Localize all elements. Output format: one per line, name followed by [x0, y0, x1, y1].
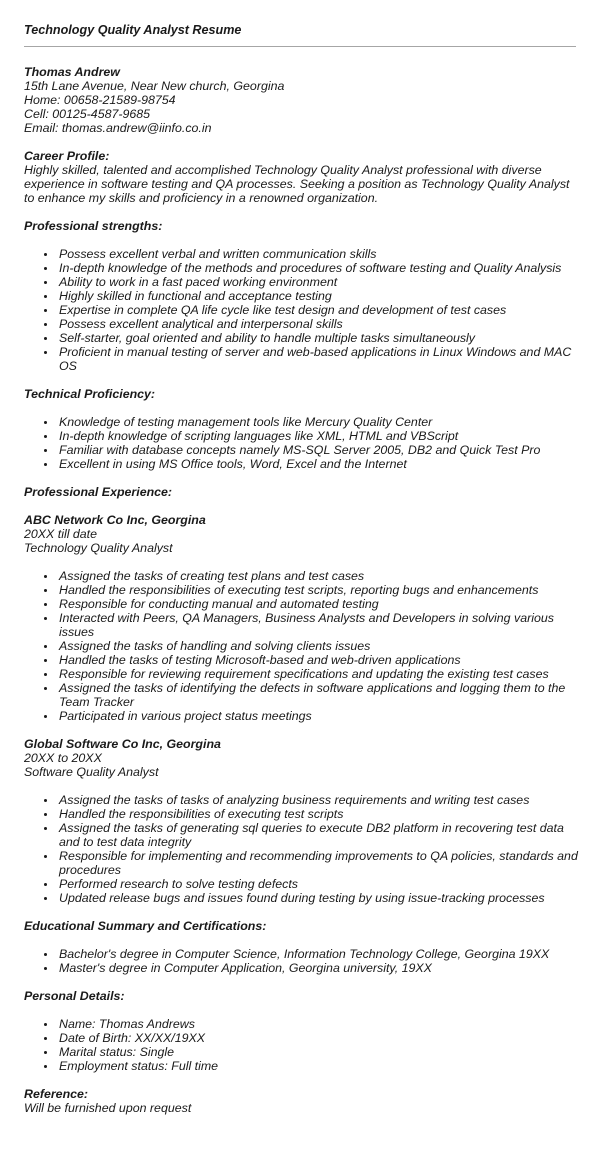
list-item: Expertise in complete QA life cycle like test design and development of test cases — [24, 303, 582, 317]
list-item: Assigned the tasks of identifying the defects in software applications and logging them to the Team Tracker — [24, 681, 582, 709]
job-role: Technology Quality Analyst — [24, 541, 173, 555]
contact-block — [24, 65, 582, 135]
list-item: Assigned the tasks of handling and solving clients issues — [24, 639, 582, 653]
job-duties-list — [24, 793, 582, 905]
list-item: Ability to work in a fast paced working environment — [24, 275, 582, 289]
list-item: Employment status: Full time — [24, 1059, 582, 1073]
list-item: Assigned the tasks of tasks of analyzing business requirements and writing test cases — [24, 793, 582, 807]
education-heading: Educational Summary and Certifications: — [24, 919, 267, 933]
career-profile-heading: Career Profile: — [24, 149, 110, 163]
strengths-heading: Professional strengths: — [24, 219, 163, 233]
list-item: Handled the tasks of testing Microsoft-based and web-driven applications — [24, 653, 582, 667]
technical-list — [24, 415, 582, 471]
list-item: Responsible for conducting manual and automated testing — [24, 597, 582, 611]
job-company: ABC Network Co Inc, Georgina — [24, 513, 206, 527]
job-dates: 20XX to 20XX — [24, 751, 102, 765]
list-item: Self-starter, goal oriented and ability to handle multiple tasks simultaneously — [24, 331, 582, 345]
job-dates: 20XX till date — [24, 527, 98, 541]
experience-heading: Professional Experience: — [24, 485, 173, 499]
personal-list — [24, 1017, 582, 1073]
title-divider — [24, 46, 576, 47]
list-item: Interacted with Peers, QA Managers, Business Analysts and Developers in solving various issues — [24, 611, 582, 639]
list-item: Familiar with database concepts namely MS-SQL Server 2005, DB2 and Quick Test Pro — [24, 443, 582, 457]
career-profile-text: Highly skilled, talented and accomplished Technology Quality Analyst professional with diverse experience in software testing and QA processes. Seeking a position as Technology Quality Analyst to enhance my skills and proficiency in a renowned organization. — [24, 163, 570, 205]
list-item: Performed research to solve testing defects — [24, 877, 582, 891]
list-item: Possess excellent verbal and written communication skills — [24, 247, 582, 261]
list-item: Master's degree in Computer Application, Georgina university, 19XX — [24, 961, 582, 975]
list-item: Possess excellent analytical and interpersonal skills — [24, 317, 582, 331]
list-item: Updated release bugs and issues found during testing by using issue-tracking processes — [24, 891, 582, 905]
contact-address: 15th Lane Avenue, Near New church, Georgina — [24, 79, 285, 93]
list-item: Bachelor's degree in Computer Science, Information Technology College, Georgina 19XX — [24, 947, 582, 961]
education-list — [24, 947, 582, 975]
technical-heading: Technical Proficiency: — [24, 387, 156, 401]
list-item: Handled the responsibilities of executing test scripts, reporting bugs and enhancements — [24, 583, 582, 597]
job-entry-global — [24, 737, 582, 905]
list-item: Marital status: Single — [24, 1045, 582, 1059]
contact-email: Email: thomas.andrew@iinfo.co.in — [24, 121, 212, 135]
contact-home-phone: Home: 00658-21589-98754 — [24, 93, 176, 107]
list-item: Excellent in using MS Office tools, Word, Excel and the Internet — [24, 457, 582, 471]
list-item: Assigned the tasks of creating test plans and test cases — [24, 569, 582, 583]
list-item: Responsible for reviewing requirement specifications and updating the existing test cases — [24, 667, 582, 681]
job-duties-list — [24, 569, 582, 723]
list-item: Knowledge of testing management tools like Mercury Quality Center — [24, 415, 582, 429]
job-entry-abc — [24, 513, 582, 723]
list-item: Date of Birth: XX/XX/19XX — [24, 1031, 582, 1045]
job-company: Global Software Co Inc, Georgina — [24, 737, 221, 751]
list-item: Participated in various project status meetings — [24, 709, 582, 723]
reference-text: Will be furnished upon request — [24, 1101, 192, 1115]
contact-cell-phone: Cell: 00125-4587-9685 — [24, 107, 151, 121]
list-item: Assigned the tasks of generating sql queries to execute DB2 platform in recovering test data and to test data integrity — [24, 821, 582, 849]
list-item: In-depth knowledge of scripting languages like XML, HTML and VBScript — [24, 429, 582, 443]
reference-heading: Reference: — [24, 1087, 89, 1101]
personal-heading: Personal Details: — [24, 989, 125, 1003]
list-item: Proficient in manual testing of server and web-based applications in Linux Windows and MAC OS — [24, 345, 582, 373]
list-item: Name: Thomas Andrews — [24, 1017, 582, 1031]
document-title: Technology Quality Analyst Resume — [24, 23, 242, 37]
list-item: In-depth knowledge of the methods and procedures of software testing and Quality Analysis — [24, 261, 582, 275]
job-role: Software Quality Analyst — [24, 765, 159, 779]
list-item: Responsible for implementing and recommending improvements to QA policies, standards and procedures — [24, 849, 582, 877]
list-item: Highly skilled in functional and acceptance testing — [24, 289, 582, 303]
list-item: Handled the responsibilities of executing test scripts — [24, 807, 582, 821]
strengths-list — [24, 247, 582, 373]
contact-name: Thomas Andrew — [24, 65, 120, 79]
resume-content — [24, 65, 582, 1115]
